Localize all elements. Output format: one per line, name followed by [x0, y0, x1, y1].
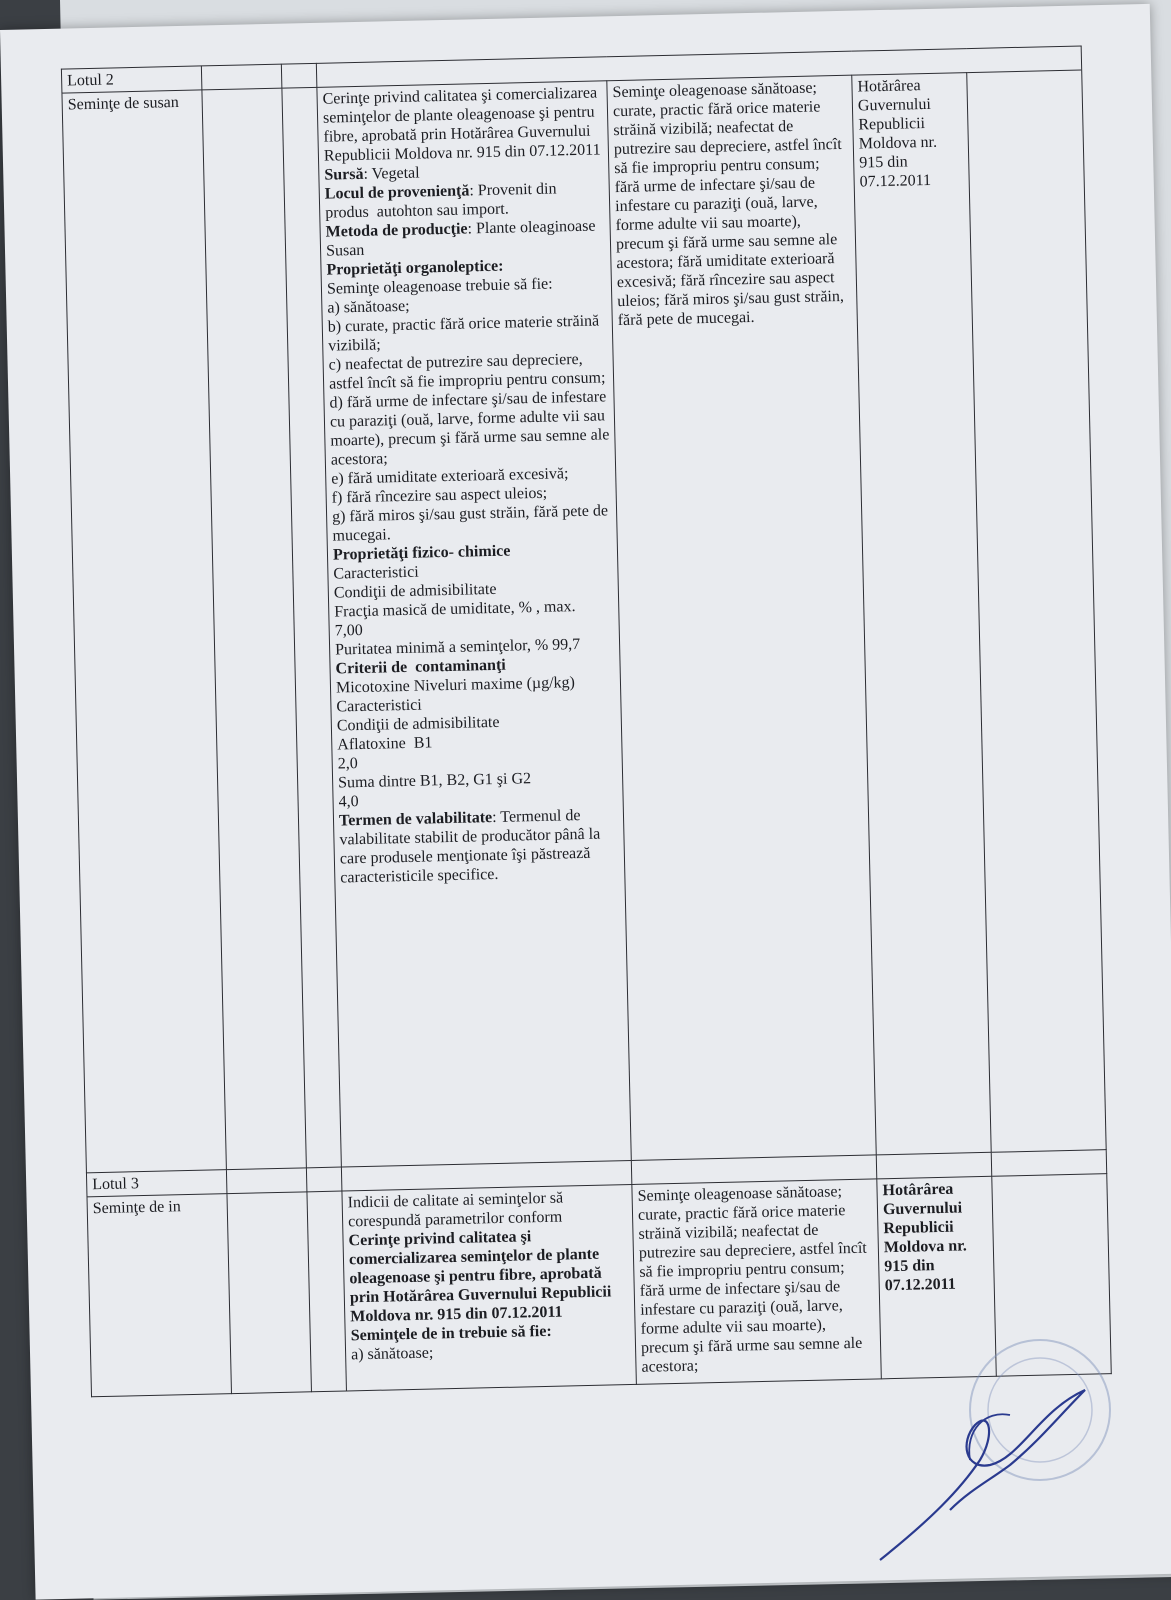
- lot2-product-name: Seminţe de susan: [62, 90, 226, 1173]
- requirement-text: 4,0: [338, 793, 359, 811]
- requirement-text: 2,0: [337, 755, 358, 773]
- specification-table: [61, 45, 1112, 1397]
- lot2-standard: Hotărârea Guvernului Republicii Moldova nr. 915 din 07.12.2011: [852, 73, 991, 1155]
- requirement-text: c) neafectat de putrezire sau depreciere, astfel încît să fie impropriu pentru consum;: [328, 350, 606, 393]
- requirement-text: a) sănătoase;: [327, 297, 410, 317]
- lot3-summary: Seminţe oleagenoase sănătoase; curate, practic fără orice materie străină vizibilă; neafectat de putrezire sau depreciere, astfel încît să fie impropriu pentru consum; fără urme de infectare şi/sau de infestare cu paraziţi (ouă, larve, forme adulte vii sau moarte), precum şi fără urme sau semne ale acestora;: [632, 1179, 881, 1385]
- requirement-text: Caracteristici: [333, 563, 419, 583]
- requirement-text: f) fără rîncezire sau aspect uleios;: [331, 484, 548, 507]
- requirement-text: g) fără miros şi/sau gust străin, fără pete de mucegai.: [331, 502, 613, 545]
- requirement-value: : Plante oleaginoase Susan: [325, 217, 600, 260]
- lot2-requirement-line: [328, 311, 608, 355]
- requirement-heading: Cerinţe privind calitatea şi comercializarea seminţelor de plante oleagenoase şi pentru fibre, aprobată prin Hotărârea Guvernului Republicii Moldova nr. 915 din 07.12.2011: [348, 1228, 616, 1326]
- requirement-text: Fracţia masică de umiditate, % , max. 7,00: [334, 597, 608, 640]
- requirement-text: Indicii de calitate ai seminţelor să corespundă parametrilor conform: [347, 1189, 568, 1231]
- lot3-label: Lotul 3: [86, 1170, 227, 1197]
- lot3-requirement-line: [347, 1187, 627, 1231]
- lot3-product-name: Seminţe de in: [87, 1194, 232, 1397]
- lot3-row: [87, 1174, 1111, 1397]
- requirement-heading: Criterii de contaminanţi: [335, 656, 506, 678]
- requirement-text: Suma dintre B1, B2, G1 şi G2: [337, 770, 532, 792]
- lot3-requirement-line: [348, 1225, 629, 1326]
- lot2-requirement-line: [322, 83, 603, 165]
- lot2-requirement-line: [325, 178, 605, 222]
- requirement-text: Micotoxine Niveluri maxime (µg/kg): [335, 674, 576, 697]
- lot3-requirements: [342, 1184, 636, 1391]
- document-page: [0, 4, 1171, 1600]
- requirement-heading: Termen de valabilitate: [338, 809, 493, 830]
- lot2-requirements: [317, 81, 631, 1167]
- requirement-heading: Metoda de producţie: [325, 220, 468, 241]
- requirement-text: Puritatea minimă a seminţelor, % 99,7: [334, 635, 581, 659]
- requirement-text: b) curate, practic fără orice materie străină vizibilă;: [327, 312, 604, 355]
- lot2-requirement-line: [332, 501, 612, 545]
- requirement-heading: Locul de provenienţă: [324, 182, 470, 203]
- requirement-text: d) fără urme de infectare şi/sau de infestare cu paraziţi (ouă, larve, forme adulte vii sau moarte), precum şi fără urme sau semne ale acestora;: [329, 388, 614, 469]
- requirement-value: : Vegetal: [363, 164, 420, 183]
- requirement-heading: Proprietăţi fizico- chimice: [332, 542, 511, 564]
- lot3-standard: Hotârârea Guvernului Republicii Moldova nr. 915 din 07.12.2011: [877, 1176, 997, 1379]
- requirement-heading: Proprietăţi organoleptice:: [326, 257, 504, 279]
- requirement-heading: Seminţele de in trebuie să fie:: [350, 1322, 552, 1345]
- lot2-summary: Seminţe oleagenoase sănătoase; curate, practic fără orice materie străină vizibilă; neafectat de putrezire sau depreciere, astfel încît să fie impropriu pentru consum; fără urme de infectare şi/sau de infestare cu paraziţi (ouă, larve, forme adulte vii sau moarte), precum şi fără urme sau semne ale acestora; fără umiditate exterioară excesivă; fără rîncezire sau aspect uleios; fără miros şi/sau gust străin, fără pete de mucegai.: [607, 75, 876, 1160]
- requirement-heading: Sursă: [324, 165, 364, 184]
- lot2-row: [62, 70, 1106, 1173]
- requirement-text: e) fără umiditate exterioară excesivă;: [331, 465, 569, 488]
- requirement-text: Condiţii de admisibilitate: [336, 713, 500, 735]
- requirement-value: : Termenul de valabilitate stabilit de producător pânâ la care produsele menţionate îşi păstrează caracteristicile specifice.: [339, 806, 605, 887]
- lot2-requirement-line: [339, 805, 620, 887]
- requirement-value: : Provenit din produs autohton sau import.: [325, 180, 561, 222]
- requirement-text: a) sănătoase;: [350, 1344, 434, 1364]
- lot2-label: Lotul 2: [61, 66, 202, 93]
- lot2-requirement-line: [334, 596, 614, 640]
- lot2-requirement-line: [329, 387, 614, 469]
- lot2-requirement-line: [325, 216, 605, 260]
- requirement-text: Seminţe oleagenoase trebuie să fie:: [326, 275, 553, 298]
- requirement-text: Aflatoxine B1: [337, 734, 433, 754]
- lot2-requirement-line: [328, 349, 608, 393]
- requirement-text: Caracteristici: [336, 696, 422, 716]
- requirement-text: Cerinţe privind calitatea şi comercializarea seminţelor de plante oleagenoase şi pentru fibre, aprobată prin Hotărârea Guvernului Republicii Moldova nr. 915 din 07.12.2011: [322, 84, 602, 165]
- requirement-text: Condiţii de admisibilitate: [333, 580, 497, 602]
